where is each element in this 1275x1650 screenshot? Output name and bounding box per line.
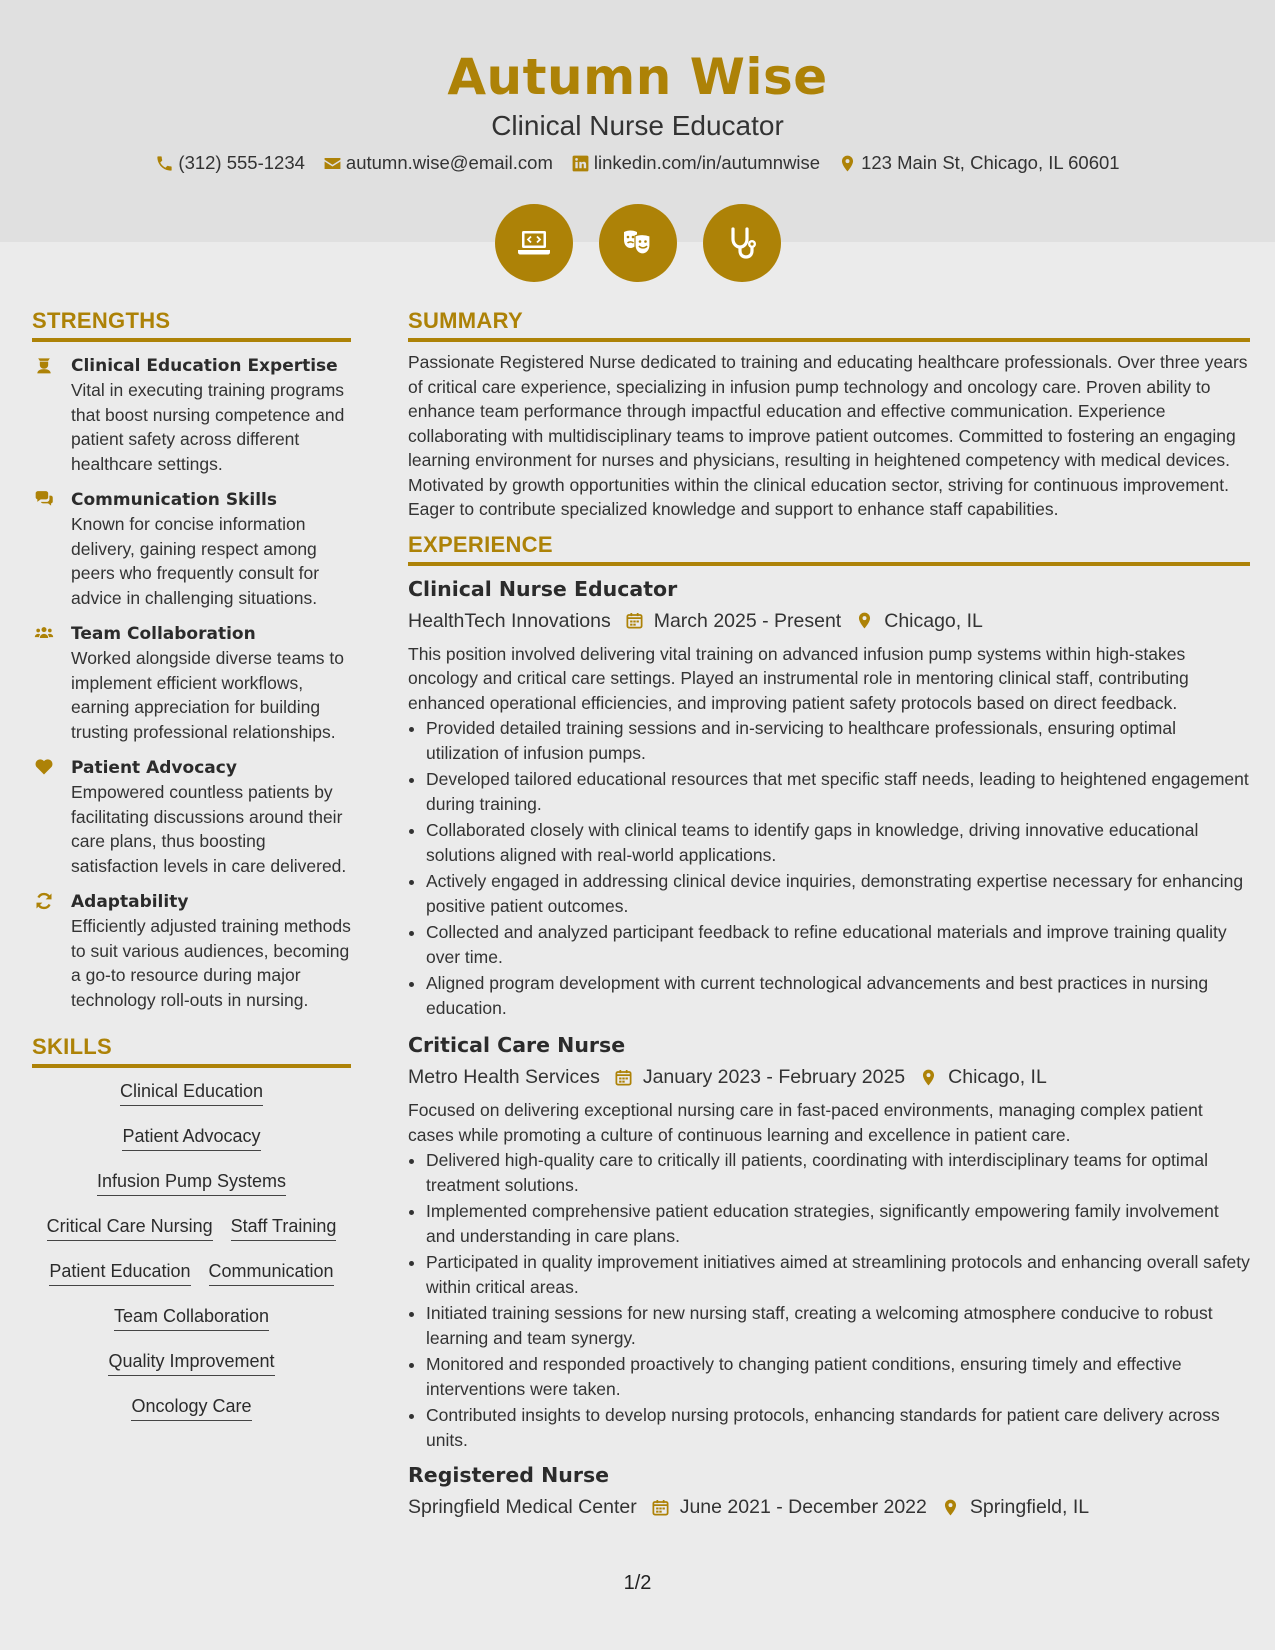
job-meta <box>408 1060 1250 1094</box>
job-meta <box>408 1490 1250 1524</box>
summary-heading: SUMMARY <box>408 308 1250 342</box>
job-company: Metro Health Services <box>408 1066 600 1088</box>
job-bullets <box>408 1148 1250 1452</box>
bullet-item: • Actively engaged in addressing clinical device inquiries, demonstrating expertise necessary for enhancing positive patient outcomes. <box>426 869 1250 918</box>
email-text[interactable]: autumn.wise@email.com <box>345 152 553 173</box>
skill-tag: Critical Care Nursing <box>47 1215 213 1241</box>
address-text: 123 Main St, Chicago, IL 60601 <box>861 152 1120 173</box>
envelope-icon <box>323 154 342 173</box>
candidate-title: Clinical Nurse Educator <box>491 110 784 141</box>
job-location: Chicago, IL <box>884 609 983 632</box>
job-title: Clinical Nurse Educator <box>408 576 678 601</box>
strength-item <box>32 488 351 610</box>
strength-desc: Worked alongside diverse teams to implement efficient workflows, earning appreciation for building trusting professional relationships. <box>71 648 345 742</box>
strength-desc: Known for concise information delivery, gaining respect among peers who frequently consult for advice in challenging situations. <box>71 514 320 608</box>
strength-desc: Vital in executing training programs that boost nursing competence and patient safety across different healthcare settings. <box>71 380 345 474</box>
phone-icon <box>155 154 174 173</box>
contact-bar <box>0 152 1275 174</box>
strength-item <box>32 622 351 744</box>
calendar-icon <box>651 1498 670 1517</box>
theater-masks-icon <box>618 223 658 263</box>
map-marker-icon <box>941 1498 960 1517</box>
contact-linkedin[interactable] <box>571 152 820 174</box>
job-meta <box>408 604 1250 638</box>
job-company: Springfield Medical Center <box>408 1496 637 1518</box>
job-dates: March 2025 - Present <box>653 609 842 632</box>
skill-tag: Quality Improvement <box>108 1350 274 1376</box>
right-column <box>408 308 1250 1524</box>
bullet-item: • Monitored and responded proactively to changing patient conditions, ensuring timely and effective interventions were taken. <box>426 1352 1250 1401</box>
job-location: Chicago, IL <box>948 1066 1047 1088</box>
strength-name: Adaptability <box>71 892 189 912</box>
badge-laptop-code <box>495 204 573 282</box>
job-bullets <box>408 716 1250 1020</box>
skill-tag: Staff Training <box>231 1215 337 1241</box>
job-location: Springfield, IL <box>969 1496 1090 1518</box>
bullet-item: • Collected and analyzed participant feedback to refine educational materials and improve training quality over time. <box>426 920 1250 969</box>
strength-name: Clinical Education Expertise <box>71 356 338 376</box>
bullet-item: • Participated in quality improvement initiatives aimed at streamlining protocols and enhancing overall safety within critical areas. <box>426 1250 1250 1299</box>
bullet-item: • Delivered high-quality care to critically ill patients, coordinating with interdisciplinary teams for optimal treatment solutions. <box>426 1148 1250 1197</box>
job-description: Focused on delivering exceptional nursing care in fast-paced environments, managing complex patient cases while promoting a culture of continuous learning and excellence in patient care. <box>408 1100 1203 1145</box>
linkedin-icon <box>571 154 590 173</box>
linkedin-text[interactable]: linkedin.com/in/autumnwise <box>593 152 821 173</box>
heart-icon <box>34 757 54 777</box>
job-title: Critical Care Nurse <box>408 1033 626 1057</box>
experience-heading: EXPERIENCE <box>408 532 1250 566</box>
skill-tag: Oncology Care <box>131 1395 251 1421</box>
contact-address <box>838 152 1120 174</box>
map-marker-icon <box>855 611 874 630</box>
strength-name: Communication Skills <box>71 490 277 510</box>
strength-name: Team Collaboration <box>71 624 256 644</box>
strengths-heading: STRENGTHS <box>32 308 351 342</box>
comments-icon <box>34 489 54 509</box>
laptop-code-icon <box>514 223 554 263</box>
bullet-item: • Contributed insights to develop nursing protocols, enhancing standards for patient care delivery across units. <box>426 1403 1250 1452</box>
bullet-item: • Initiated training sessions for new nursing staff, creating a welcoming atmosphere conducive to robust learning and team synergy. <box>426 1301 1250 1350</box>
contact-email[interactable] <box>323 152 553 174</box>
skills-list <box>32 1080 351 1440</box>
bullet-item: • Collaborated closely with clinical teams to identify gaps in knowledge, driving innovative educational solutions aligned with real-world applications. <box>426 818 1250 867</box>
skill-tag: Team Collaboration <box>114 1305 269 1331</box>
job-dates: June 2021 - December 2022 <box>679 1496 927 1518</box>
graduation-cap-icon <box>34 355 54 375</box>
skill-tag: Infusion Pump Systems <box>97 1170 286 1196</box>
calendar-icon <box>625 611 644 630</box>
strength-desc: Empowered countless patients by facilitating discussions around their care plans, thus boosting satisfaction levels in care delivered. <box>71 782 347 876</box>
bullet-item: • Implemented comprehensive patient education strategies, significantly empowering family involvement and understanding in care plans. <box>426 1199 1250 1248</box>
job-title: Registered Nurse <box>408 1463 610 1487</box>
job-description: This position involved delivering vital training on advanced infusion pump systems within high-stakes oncology and critical care settings. Played an instrumental role in mentoring clinical staff, contributing enhanced operational efficiencies, and improving patient safety protocols based on direct feedback. <box>408 643 1189 713</box>
map-marker-icon <box>919 1068 938 1087</box>
strength-item <box>32 756 351 878</box>
skill-tag: Patient Education <box>49 1260 190 1286</box>
skills-heading: SKILLS <box>32 1034 351 1068</box>
strength-item <box>32 354 351 476</box>
job-entry <box>408 574 1250 1021</box>
summary-text: Passionate Registered Nurse dedicated to training and educating healthcare professionals. Over three years of critical care experience, specializing in infusion pump technology and oncology care. Proven ability to enhance team performance through impactful education and effective communication. Experience collaborating with multidisciplinary teams to improve patient outcomes. Committed to fostering an engaging learning environment for nurses and physicians, resulting in heightened competency with medical devices. Motivated by growth opportunities within the clinical education sector, striving for continuous improvement. Eager to contribute specialized knowledge and support to enhance staff capabilities. <box>408 352 1248 519</box>
job-dates: January 2023 - February 2025 <box>642 1066 906 1088</box>
bullet-item: • Aligned program development with current technological advancements and best practices in nursing education. <box>426 971 1250 1020</box>
users-icon <box>34 623 54 643</box>
skill-tag: Communication <box>209 1260 334 1286</box>
badge-theater-masks <box>599 204 677 282</box>
calendar-icon <box>614 1068 633 1087</box>
candidate-name: Autumn Wise <box>447 48 828 106</box>
skill-tag: Patient Advocacy <box>122 1125 260 1151</box>
left-column <box>32 308 351 1440</box>
badge-stethoscope <box>703 204 781 282</box>
stethoscope-icon <box>722 223 762 263</box>
job-entry <box>408 1030 1250 1452</box>
strength-desc: Efficiently adjusted training methods to suit various audiences, becoming a go-to resource during major technology roll-outs in nursing. <box>71 916 351 1010</box>
bullet-item: • Provided detailed training sessions and in-servicing to healthcare professionals, ensuring optimal utilization of infusion pumps. <box>426 716 1250 765</box>
phone-text: (312) 555-1234 <box>178 152 305 173</box>
map-marker-icon <box>838 154 857 173</box>
skill-tag: Clinical Education <box>120 1080 263 1106</box>
interest-badges <box>0 204 1275 282</box>
job-company: HealthTech Innovations <box>408 609 611 632</box>
page-number: 1/2 <box>623 1572 652 1594</box>
strength-name: Patient Advocacy <box>71 758 237 778</box>
sync-icon <box>34 891 54 911</box>
strength-item <box>32 890 351 1012</box>
bullet-item: • Developed tailored educational resources that met specific staff needs, leading to heightened engagement during training. <box>426 767 1250 816</box>
job-entry <box>408 1460 1250 1524</box>
contact-phone <box>155 152 305 174</box>
